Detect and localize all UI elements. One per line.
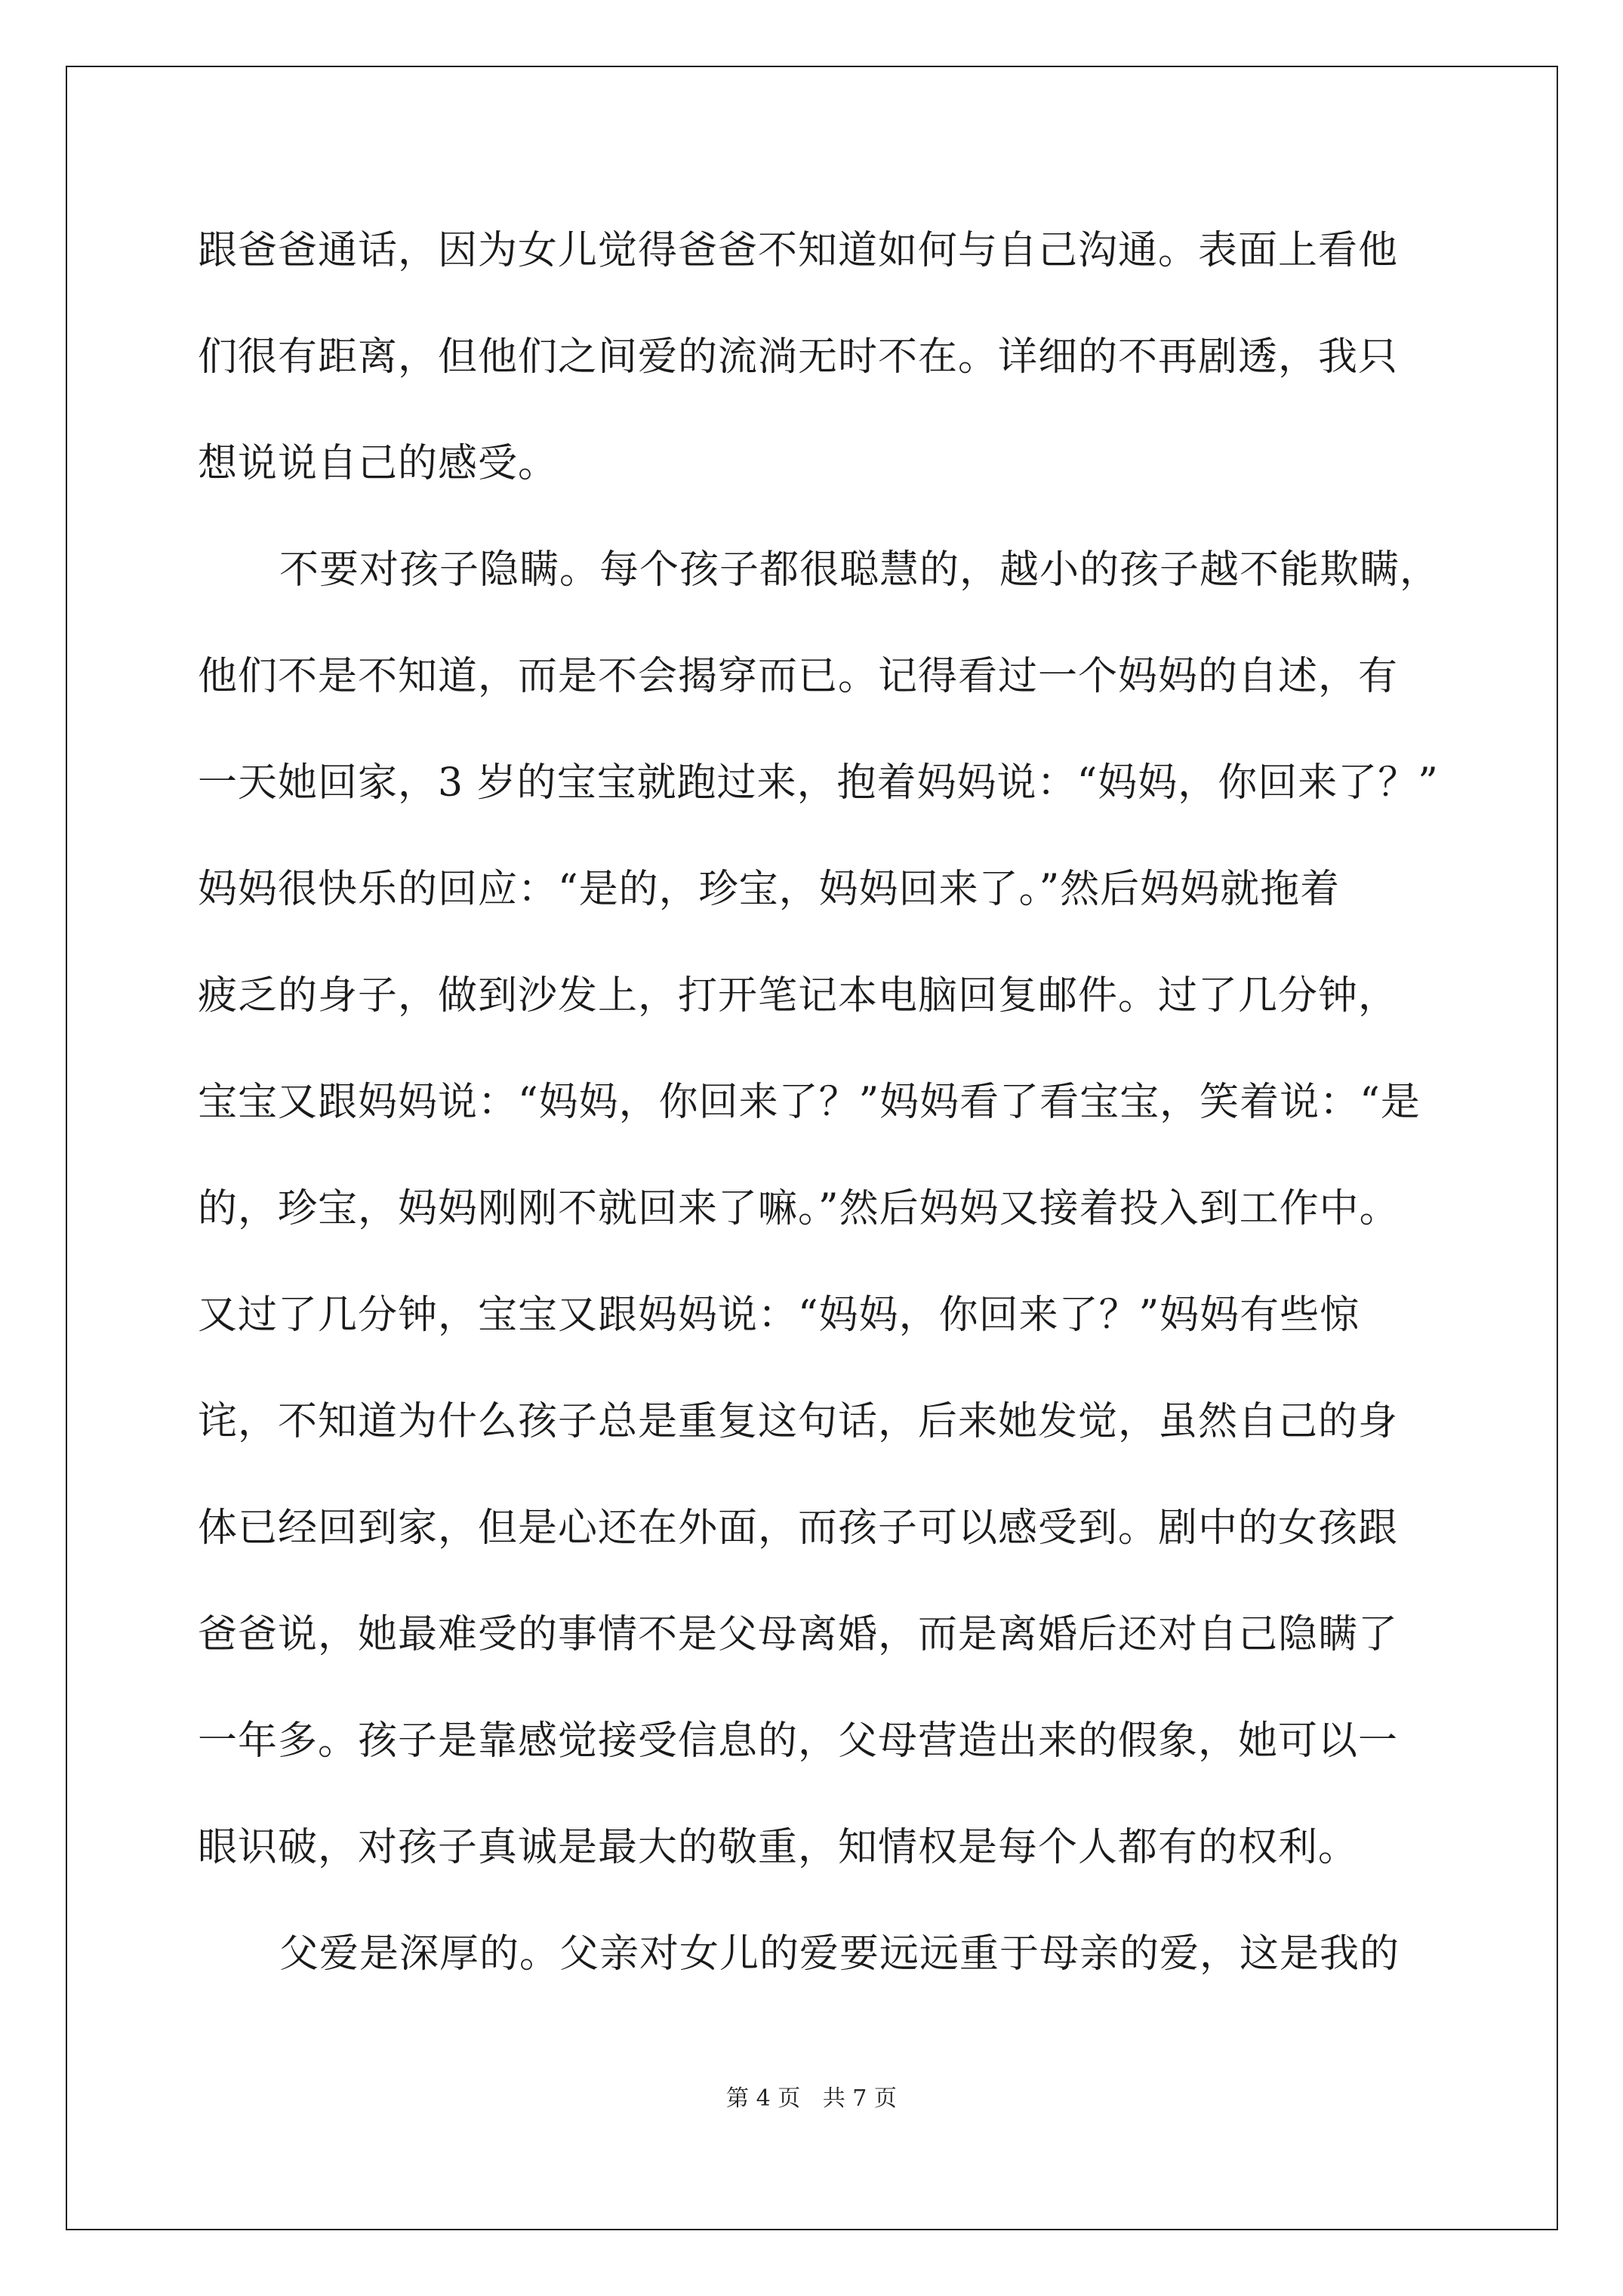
text-line: 想说说自己的感受。: [198, 441, 559, 486]
page-number-current: 第 4 页: [726, 2085, 801, 2112]
text-line: 跟爸爸通话，因为女儿觉得爸爸不知道如何与自己沟通。表面上看他: [198, 228, 1399, 273]
text-line: 诧，不知道为什么孩子总是重复这句话，后来她发觉，虽然自己的身: [198, 1399, 1399, 1444]
page-border: [66, 66, 1558, 2230]
text-line: 爸爸说，她最难受的事情不是父母离婚，而是离婚后还对自己隐瞒了: [198, 1612, 1399, 1657]
text-line: 眼识破，对孩子真诚是最大的敬重，知情权是每个人都有的权利。: [198, 1825, 1359, 1870]
text-line: 妈妈很快乐的回应：“是的，珍宝，妈妈回来了。”然后妈妈就拖着: [198, 867, 1341, 912]
text-line: 的，珍宝，妈妈刚刚不就回来了嘛。”然后妈妈又接着投入到工作中。: [198, 1186, 1400, 1231]
page-number-total: 共 7 页: [822, 2085, 897, 2112]
page-footer: [0, 2084, 1623, 2114]
text-line: 们很有距离，但他们之间爱的流淌无时不在。详细的不再剧透，我只: [198, 334, 1399, 380]
text-line: 疲乏的身子，做到沙发上，打开笔记本电脑回复邮件。过了几分钟，: [198, 973, 1399, 1019]
text-line: 宝宝又跟妈妈说：“妈妈，你回来了？”妈妈看了看宝宝，笑着说：“是: [198, 1080, 1421, 1125]
text-line: 他们不是不知道，而是不会揭穿而已。记得看过一个妈妈的自述，有: [198, 654, 1399, 699]
text-line: 一天她回家，3 岁的宝宝就跑过来，抱着妈妈说：“妈妈，你回来了？”: [198, 760, 1439, 806]
paragraph-start-line: 父爱是深厚的。父亲对女儿的爱要远远重于母亲的爱，这是我的: [279, 1931, 1400, 1977]
text-line: 一年多。孩子是靠感觉接受信息的，父母营造出来的假象，她可以一: [198, 1718, 1399, 1764]
text-line: 又过了几分钟，宝宝又跟妈妈说：“妈妈，你回来了？”妈妈有些惊: [198, 1293, 1360, 1338]
paragraph-start-line: 不要对孩子隐瞒。每个孩子都很聪慧的，越小的孩子越不能欺瞒，: [279, 547, 1440, 593]
text-line: 体已经回到家，但是心还在外面，而孩子可以感受到。剧中的女孩跟: [198, 1505, 1399, 1551]
